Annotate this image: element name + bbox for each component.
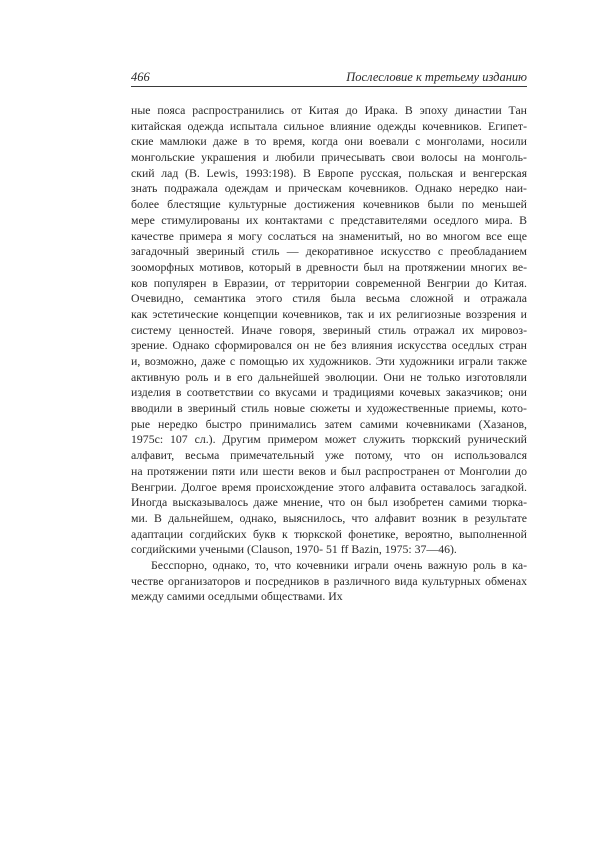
text-line: зооморфных мотивов, который в древности был на протяжении многих ве- [131, 259, 527, 274]
body-text [131, 103, 527, 605]
text-line: алфавит, весьма примечательный уже потому, что он использовался [131, 448, 527, 463]
text-line: ми. В дальнейшем, однако, выяснилось, что алфавит возник в результате [131, 510, 527, 525]
text-line: 1975с: 107 сл.). Другим примером может служить тюркский рунический [131, 432, 527, 447]
text-line: ские мамлюки даже в то время, когда они воевали с монголами, носили [131, 134, 527, 149]
text-line: и, возможно, даже с помощью их художников. Эти художники играли также [131, 354, 527, 368]
text-line: Очевидно, семантика этого стиля была весьма сложной и отражала [131, 291, 527, 306]
text-line: на протяжении пяти или шести веков и был распространен от Монголии до [131, 463, 527, 478]
page-number: 466 [131, 70, 150, 84]
text-line: как эстетические концепции кочевников, так и их религиозные воззрения и [131, 306, 527, 321]
text-line: адаптации согдийских букв к тюркской фонетике, вероятно, выполненной [131, 526, 527, 541]
running-header [131, 70, 527, 87]
header-rule [131, 86, 527, 87]
text-line: Венгрии. Долгое время происхождение этого алфавита оставалось загадкой. [131, 479, 527, 494]
text-line: мере стимулированы их контактами с представителями оседлого мира. В [131, 212, 527, 227]
text-line: ков популярен в Евразии, от территории современной Венгрии до Китая. [131, 275, 527, 290]
text-line: рые нередко быстро принимались затем самими кочевниками (Хазанов, [131, 416, 527, 431]
text-line: монгольские украшения и любили причесывать свои волосы на монголь- [131, 150, 527, 165]
text-line: ные пояса распространились от Китая до Ирака. В эпоху династии Тан [131, 103, 527, 117]
text-line: Иногда высказывалось даже мнение, что он был изобретен самими тюрка- [131, 495, 527, 510]
text-line: качестве примера я могу сослаться на знаменитый, но во многом все еще [131, 228, 527, 243]
text-line: китайская одежда испытала сильное влияние одежды кочевников. Египет- [131, 118, 527, 133]
text-line: согдийскими учеными (Clauson, 1970- 51 ff Bazin, 1975: 37—46). [131, 542, 457, 557]
text-line: честве организаторов и посредников в различного вида культурных обменах [131, 573, 527, 588]
text-line: изделия в соответствии со вкусами и традициями кочевых заказчиков; они [131, 385, 527, 400]
text-line: активную роль и в его дальнейшей эволюции. Они не только изготовляли [131, 369, 527, 384]
text-line: систему ценностей. Иначе говоря, звериный стиль отражал их мировоз- [131, 322, 527, 337]
text-line: ский лад (B. Lewis, 1993:198). В Европе русская, польская и венгерская [131, 165, 527, 180]
text-line: более блестящие культурные достижения кочевников были по меньшей [131, 197, 527, 212]
text-line: вводили в звериный стиль новые сюжеты и художественные приемы, кото- [131, 401, 527, 416]
text-line: Бесспорно, однако, то, что кочевники играли очень важную роль в ка- [151, 557, 527, 572]
section-title: Послесловие к третьему изданию [346, 70, 527, 84]
text-line: зрение. Однако сформировался он не без влияния искусства оседлых стран [131, 338, 527, 353]
text-line: загадочный звериный стиль — декоративное искусство с преобладанием [131, 244, 527, 259]
paragraph [131, 103, 527, 558]
paragraph [131, 558, 527, 605]
text-line: между самими оседлыми обществами. Их [131, 589, 343, 604]
text-line: знать подражала одеждам и прическам кочевников. Однако нередко наи- [131, 181, 527, 196]
